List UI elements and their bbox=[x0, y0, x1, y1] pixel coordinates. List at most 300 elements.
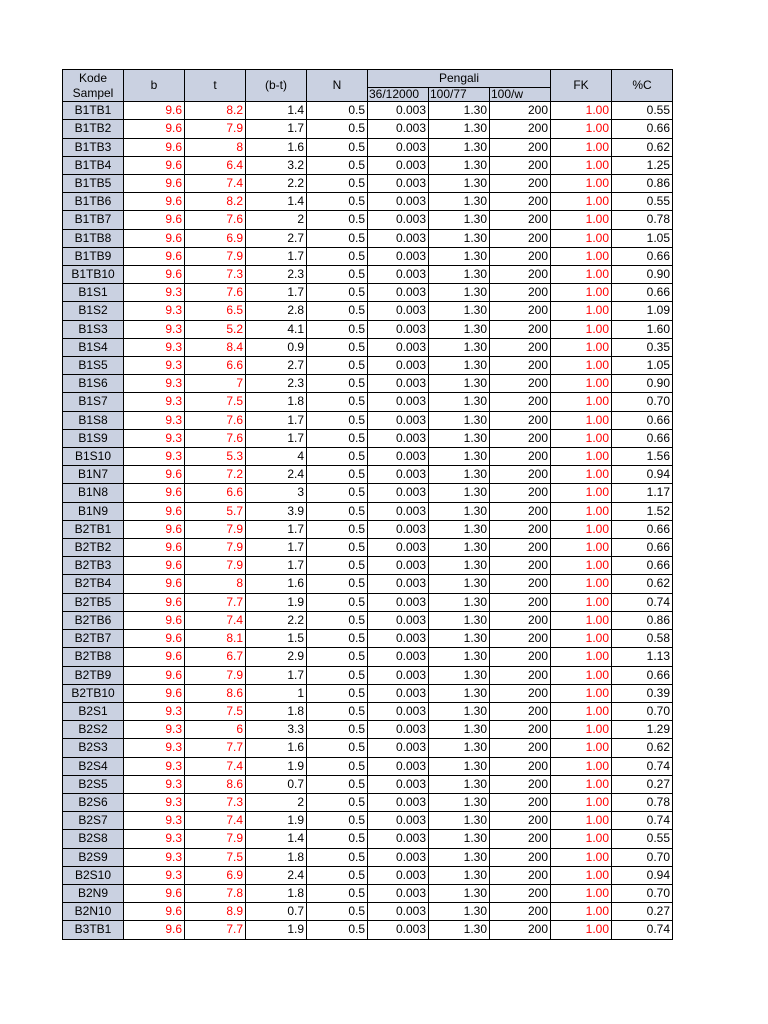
cell-fk[interactable]: 1.00 bbox=[551, 448, 612, 466]
cell-kode-sampel[interactable]: B2S5 bbox=[63, 775, 124, 793]
cell-pengali-100-77[interactable]: 1.30 bbox=[429, 138, 490, 156]
cell-percent-c[interactable]: 0.66 bbox=[612, 666, 673, 684]
cell-b[interactable]: 9.6 bbox=[124, 520, 185, 538]
cell-t[interactable]: 7.4 bbox=[185, 812, 246, 830]
cell-pengali-100-w[interactable]: 200 bbox=[490, 830, 551, 848]
cell-t[interactable]: 6.9 bbox=[185, 866, 246, 884]
cell-pengali-100-77[interactable]: 1.30 bbox=[429, 903, 490, 921]
cell-pengali-100-w[interactable]: 200 bbox=[490, 539, 551, 557]
cell-percent-c[interactable]: 0.70 bbox=[612, 884, 673, 902]
cell-fk[interactable]: 1.00 bbox=[551, 684, 612, 702]
cell-percent-c[interactable]: 1.09 bbox=[612, 302, 673, 320]
cell-kode-sampel[interactable]: B2TB5 bbox=[63, 593, 124, 611]
cell-kode-sampel[interactable]: B2TB2 bbox=[63, 539, 124, 557]
cell-pengali-100-w[interactable]: 200 bbox=[490, 684, 551, 702]
cell-t[interactable]: 6.5 bbox=[185, 302, 246, 320]
cell-fk[interactable]: 1.00 bbox=[551, 393, 612, 411]
cell-fk[interactable]: 1.00 bbox=[551, 466, 612, 484]
cell-fk[interactable]: 1.00 bbox=[551, 193, 612, 211]
cell-percent-c[interactable]: 0.86 bbox=[612, 611, 673, 629]
cell-n[interactable]: 0.5 bbox=[307, 539, 368, 557]
cell-pengali-100-77[interactable]: 1.30 bbox=[429, 648, 490, 666]
cell-fk[interactable]: 1.00 bbox=[551, 357, 612, 375]
cell-kode-sampel[interactable]: B2S8 bbox=[63, 830, 124, 848]
cell-b-minus-t[interactable]: 1.6 bbox=[246, 575, 307, 593]
cell-b[interactable]: 9.3 bbox=[124, 375, 185, 393]
header-b-minus-t[interactable]: (b-t) bbox=[246, 70, 307, 102]
cell-pengali-100-77[interactable]: 1.30 bbox=[429, 429, 490, 447]
cell-b-minus-t[interactable]: 1.4 bbox=[246, 830, 307, 848]
cell-b[interactable]: 9.6 bbox=[124, 611, 185, 629]
cell-pengali-100-w[interactable]: 200 bbox=[490, 884, 551, 902]
cell-b-minus-t[interactable]: 1.8 bbox=[246, 393, 307, 411]
cell-b-minus-t[interactable]: 2.7 bbox=[246, 357, 307, 375]
cell-pengali-100-w[interactable]: 200 bbox=[490, 156, 551, 174]
cell-b-minus-t[interactable]: 1.9 bbox=[246, 921, 307, 939]
cell-pengali-36-12000[interactable]: 0.003 bbox=[368, 466, 429, 484]
header-n[interactable]: N bbox=[307, 70, 368, 102]
cell-n[interactable]: 0.5 bbox=[307, 175, 368, 193]
cell-pengali-100-77[interactable]: 1.30 bbox=[429, 520, 490, 538]
cell-kode-sampel[interactable]: B2N9 bbox=[63, 884, 124, 902]
cell-pengali-36-12000[interactable]: 0.003 bbox=[368, 611, 429, 629]
cell-pengali-100-77[interactable]: 1.30 bbox=[429, 557, 490, 575]
cell-pengali-36-12000[interactable]: 0.003 bbox=[368, 284, 429, 302]
cell-pengali-100-77[interactable]: 1.30 bbox=[429, 921, 490, 939]
cell-b-minus-t[interactable]: 2.4 bbox=[246, 866, 307, 884]
cell-b-minus-t[interactable]: 1.7 bbox=[246, 666, 307, 684]
cell-fk[interactable]: 1.00 bbox=[551, 502, 612, 520]
cell-b[interactable]: 9.3 bbox=[124, 393, 185, 411]
cell-pengali-100-77[interactable]: 1.30 bbox=[429, 575, 490, 593]
cell-pengali-36-12000[interactable]: 0.003 bbox=[368, 539, 429, 557]
cell-kode-sampel[interactable]: B2S2 bbox=[63, 721, 124, 739]
cell-b[interactable]: 9.6 bbox=[124, 903, 185, 921]
cell-pengali-100-77[interactable]: 1.30 bbox=[429, 666, 490, 684]
cell-b-minus-t[interactable]: 1.8 bbox=[246, 702, 307, 720]
cell-pengali-36-12000[interactable]: 0.003 bbox=[368, 684, 429, 702]
cell-b[interactable]: 9.6 bbox=[124, 557, 185, 575]
cell-b-minus-t[interactable]: 2.7 bbox=[246, 229, 307, 247]
cell-percent-c[interactable]: 0.70 bbox=[612, 393, 673, 411]
cell-n[interactable]: 0.5 bbox=[307, 884, 368, 902]
cell-pengali-100-77[interactable]: 1.30 bbox=[429, 120, 490, 138]
cell-t[interactable]: 7.9 bbox=[185, 520, 246, 538]
cell-b[interactable]: 9.6 bbox=[124, 884, 185, 902]
cell-percent-c[interactable]: 0.94 bbox=[612, 866, 673, 884]
cell-n[interactable]: 0.5 bbox=[307, 775, 368, 793]
cell-percent-c[interactable]: 0.74 bbox=[612, 921, 673, 939]
cell-kode-sampel[interactable]: B2S4 bbox=[63, 757, 124, 775]
cell-b-minus-t[interactable]: 3 bbox=[246, 484, 307, 502]
cell-pengali-36-12000[interactable]: 0.003 bbox=[368, 702, 429, 720]
cell-kode-sampel[interactable]: B1TB7 bbox=[63, 211, 124, 229]
cell-percent-c[interactable]: 0.66 bbox=[612, 429, 673, 447]
cell-b-minus-t[interactable]: 1.7 bbox=[246, 539, 307, 557]
cell-pengali-36-12000[interactable]: 0.003 bbox=[368, 884, 429, 902]
cell-pengali-36-12000[interactable]: 0.003 bbox=[368, 211, 429, 229]
cell-n[interactable]: 0.5 bbox=[307, 138, 368, 156]
cell-n[interactable]: 0.5 bbox=[307, 357, 368, 375]
cell-n[interactable]: 0.5 bbox=[307, 429, 368, 447]
cell-pengali-36-12000[interactable]: 0.003 bbox=[368, 193, 429, 211]
cell-t[interactable]: 8.6 bbox=[185, 684, 246, 702]
cell-pengali-100-77[interactable]: 1.30 bbox=[429, 611, 490, 629]
cell-pengali-36-12000[interactable]: 0.003 bbox=[368, 793, 429, 811]
cell-n[interactable]: 0.5 bbox=[307, 302, 368, 320]
cell-t[interactable]: 7.6 bbox=[185, 284, 246, 302]
cell-b[interactable]: 9.6 bbox=[124, 120, 185, 138]
header-b[interactable]: b bbox=[124, 70, 185, 102]
cell-n[interactable]: 0.5 bbox=[307, 375, 368, 393]
cell-t[interactable]: 7.3 bbox=[185, 793, 246, 811]
cell-n[interactable]: 0.5 bbox=[307, 211, 368, 229]
cell-kode-sampel[interactable]: B2TB1 bbox=[63, 520, 124, 538]
cell-pengali-100-w[interactable]: 200 bbox=[490, 721, 551, 739]
cell-pengali-100-77[interactable]: 1.30 bbox=[429, 466, 490, 484]
cell-pengali-100-w[interactable]: 200 bbox=[490, 593, 551, 611]
cell-t[interactable]: 7.5 bbox=[185, 702, 246, 720]
cell-b[interactable]: 9.3 bbox=[124, 812, 185, 830]
cell-kode-sampel[interactable]: B2TB4 bbox=[63, 575, 124, 593]
cell-pengali-100-77[interactable]: 1.30 bbox=[429, 302, 490, 320]
cell-b[interactable]: 9.6 bbox=[124, 102, 185, 120]
cell-pengali-100-w[interactable]: 200 bbox=[490, 375, 551, 393]
cell-percent-c[interactable]: 0.90 bbox=[612, 375, 673, 393]
cell-pengali-36-12000[interactable]: 0.003 bbox=[368, 520, 429, 538]
cell-fk[interactable]: 1.00 bbox=[551, 611, 612, 629]
cell-pengali-36-12000[interactable]: 0.003 bbox=[368, 812, 429, 830]
cell-n[interactable]: 0.5 bbox=[307, 284, 368, 302]
cell-pengali-36-12000[interactable]: 0.003 bbox=[368, 775, 429, 793]
cell-percent-c[interactable]: 0.66 bbox=[612, 120, 673, 138]
cell-t[interactable]: 7.6 bbox=[185, 411, 246, 429]
cell-kode-sampel[interactable]: B1S6 bbox=[63, 375, 124, 393]
cell-n[interactable]: 0.5 bbox=[307, 812, 368, 830]
cell-kode-sampel[interactable]: B1N7 bbox=[63, 466, 124, 484]
cell-pengali-100-77[interactable]: 1.30 bbox=[429, 484, 490, 502]
header-t[interactable]: t bbox=[185, 70, 246, 102]
header-kode-sampel[interactable] bbox=[63, 70, 124, 102]
cell-t[interactable]: 5.7 bbox=[185, 502, 246, 520]
header-percent-c[interactable]: %C bbox=[612, 70, 673, 102]
cell-pengali-100-77[interactable]: 1.30 bbox=[429, 702, 490, 720]
cell-kode-sampel[interactable]: B1N9 bbox=[63, 502, 124, 520]
cell-pengali-100-77[interactable]: 1.30 bbox=[429, 338, 490, 356]
cell-t[interactable]: 7.2 bbox=[185, 466, 246, 484]
cell-fk[interactable]: 1.00 bbox=[551, 557, 612, 575]
cell-pengali-36-12000[interactable]: 0.003 bbox=[368, 247, 429, 265]
cell-fk[interactable]: 1.00 bbox=[551, 575, 612, 593]
cell-n[interactable]: 0.5 bbox=[307, 247, 368, 265]
cell-pengali-100-77[interactable]: 1.30 bbox=[429, 684, 490, 702]
cell-pengali-100-77[interactable]: 1.30 bbox=[429, 775, 490, 793]
cell-pengali-100-w[interactable]: 200 bbox=[490, 448, 551, 466]
cell-n[interactable]: 0.5 bbox=[307, 866, 368, 884]
cell-pengali-100-77[interactable]: 1.30 bbox=[429, 721, 490, 739]
cell-n[interactable]: 0.5 bbox=[307, 320, 368, 338]
cell-b[interactable]: 9.6 bbox=[124, 630, 185, 648]
cell-b[interactable]: 9.3 bbox=[124, 429, 185, 447]
cell-n[interactable]: 0.5 bbox=[307, 630, 368, 648]
cell-t[interactable]: 6.6 bbox=[185, 484, 246, 502]
cell-percent-c[interactable]: 0.66 bbox=[612, 247, 673, 265]
cell-t[interactable]: 8.9 bbox=[185, 903, 246, 921]
cell-b[interactable]: 9.3 bbox=[124, 757, 185, 775]
cell-percent-c[interactable]: 0.27 bbox=[612, 903, 673, 921]
cell-b[interactable]: 9.6 bbox=[124, 593, 185, 611]
cell-b[interactable]: 9.3 bbox=[124, 739, 185, 757]
cell-pengali-36-12000[interactable]: 0.003 bbox=[368, 156, 429, 174]
cell-pengali-36-12000[interactable]: 0.003 bbox=[368, 375, 429, 393]
cell-percent-c[interactable]: 0.27 bbox=[612, 775, 673, 793]
cell-fk[interactable]: 1.00 bbox=[551, 903, 612, 921]
cell-pengali-100-77[interactable]: 1.30 bbox=[429, 266, 490, 284]
cell-n[interactable]: 0.5 bbox=[307, 156, 368, 174]
cell-n[interactable]: 0.5 bbox=[307, 793, 368, 811]
cell-pengali-36-12000[interactable]: 0.003 bbox=[368, 138, 429, 156]
cell-t[interactable]: 8.2 bbox=[185, 193, 246, 211]
cell-pengali-100-77[interactable]: 1.30 bbox=[429, 830, 490, 848]
cell-b[interactable]: 9.3 bbox=[124, 320, 185, 338]
cell-pengali-100-w[interactable]: 200 bbox=[490, 266, 551, 284]
cell-kode-sampel[interactable]: B1S9 bbox=[63, 429, 124, 447]
cell-pengali-100-77[interactable]: 1.30 bbox=[429, 229, 490, 247]
cell-pengali-36-12000[interactable]: 0.003 bbox=[368, 593, 429, 611]
cell-n[interactable]: 0.5 bbox=[307, 411, 368, 429]
cell-kode-sampel[interactable]: B2N10 bbox=[63, 903, 124, 921]
cell-n[interactable]: 0.5 bbox=[307, 648, 368, 666]
cell-pengali-36-12000[interactable]: 0.003 bbox=[368, 830, 429, 848]
cell-pengali-100-w[interactable]: 200 bbox=[490, 921, 551, 939]
cell-n[interactable]: 0.5 bbox=[307, 229, 368, 247]
cell-pengali-100-w[interactable]: 200 bbox=[490, 757, 551, 775]
cell-percent-c[interactable]: 0.78 bbox=[612, 211, 673, 229]
cell-kode-sampel[interactable]: B1S10 bbox=[63, 448, 124, 466]
cell-pengali-100-w[interactable]: 200 bbox=[490, 793, 551, 811]
cell-n[interactable]: 0.5 bbox=[307, 338, 368, 356]
cell-pengali-100-w[interactable]: 200 bbox=[490, 702, 551, 720]
cell-b-minus-t[interactable]: 2.4 bbox=[246, 466, 307, 484]
cell-pengali-100-w[interactable]: 200 bbox=[490, 393, 551, 411]
cell-fk[interactable]: 1.00 bbox=[551, 338, 612, 356]
cell-n[interactable]: 0.5 bbox=[307, 739, 368, 757]
cell-pengali-100-w[interactable]: 200 bbox=[490, 520, 551, 538]
cell-n[interactable]: 0.5 bbox=[307, 102, 368, 120]
cell-b[interactable]: 9.6 bbox=[124, 684, 185, 702]
cell-t[interactable]: 6.6 bbox=[185, 357, 246, 375]
cell-b-minus-t[interactable]: 1.7 bbox=[246, 520, 307, 538]
cell-n[interactable]: 0.5 bbox=[307, 593, 368, 611]
cell-t[interactable]: 6.9 bbox=[185, 229, 246, 247]
cell-kode-sampel[interactable]: B1TB2 bbox=[63, 120, 124, 138]
cell-kode-sampel[interactable]: B1TB4 bbox=[63, 156, 124, 174]
cell-percent-c[interactable]: 0.55 bbox=[612, 102, 673, 120]
cell-pengali-100-77[interactable]: 1.30 bbox=[429, 539, 490, 557]
cell-fk[interactable]: 1.00 bbox=[551, 211, 612, 229]
cell-pengali-100-77[interactable]: 1.30 bbox=[429, 211, 490, 229]
cell-pengali-36-12000[interactable]: 0.003 bbox=[368, 102, 429, 120]
cell-pengali-100-w[interactable]: 200 bbox=[490, 866, 551, 884]
cell-percent-c[interactable]: 0.62 bbox=[612, 739, 673, 757]
cell-percent-c[interactable]: 0.62 bbox=[612, 138, 673, 156]
cell-b-minus-t[interactable]: 1.7 bbox=[246, 557, 307, 575]
cell-b[interactable]: 9.6 bbox=[124, 175, 185, 193]
cell-kode-sampel[interactable]: B2S10 bbox=[63, 866, 124, 884]
cell-fk[interactable]: 1.00 bbox=[551, 757, 612, 775]
cell-pengali-100-w[interactable]: 200 bbox=[490, 611, 551, 629]
cell-n[interactable]: 0.5 bbox=[307, 702, 368, 720]
cell-pengali-36-12000[interactable]: 0.003 bbox=[368, 448, 429, 466]
cell-n[interactable]: 0.5 bbox=[307, 502, 368, 520]
cell-n[interactable]: 0.5 bbox=[307, 611, 368, 629]
cell-pengali-100-w[interactable]: 200 bbox=[490, 466, 551, 484]
cell-t[interactable]: 7.7 bbox=[185, 739, 246, 757]
cell-pengali-100-w[interactable]: 200 bbox=[490, 247, 551, 265]
cell-fk[interactable]: 1.00 bbox=[551, 666, 612, 684]
cell-pengali-100-w[interactable]: 200 bbox=[490, 557, 551, 575]
cell-n[interactable]: 0.5 bbox=[307, 666, 368, 684]
cell-n[interactable]: 0.5 bbox=[307, 484, 368, 502]
cell-n[interactable]: 0.5 bbox=[307, 120, 368, 138]
cell-kode-sampel[interactable]: B1S4 bbox=[63, 338, 124, 356]
cell-b[interactable]: 9.6 bbox=[124, 575, 185, 593]
cell-percent-c[interactable]: 0.66 bbox=[612, 539, 673, 557]
cell-b-minus-t[interactable]: 3.2 bbox=[246, 156, 307, 174]
cell-n[interactable]: 0.5 bbox=[307, 575, 368, 593]
cell-b-minus-t[interactable]: 2 bbox=[246, 211, 307, 229]
cell-b[interactable]: 9.6 bbox=[124, 138, 185, 156]
header-pengali[interactable]: Pengali bbox=[368, 70, 551, 88]
cell-fk[interactable]: 1.00 bbox=[551, 775, 612, 793]
cell-fk[interactable]: 1.00 bbox=[551, 138, 612, 156]
cell-pengali-100-77[interactable]: 1.30 bbox=[429, 848, 490, 866]
cell-pengali-36-12000[interactable]: 0.003 bbox=[368, 411, 429, 429]
cell-pengali-100-w[interactable]: 200 bbox=[490, 575, 551, 593]
cell-pengali-36-12000[interactable]: 0.003 bbox=[368, 903, 429, 921]
cell-percent-c[interactable]: 0.62 bbox=[612, 575, 673, 593]
cell-b-minus-t[interactable]: 2.2 bbox=[246, 611, 307, 629]
cell-pengali-100-w[interactable]: 200 bbox=[490, 120, 551, 138]
cell-pengali-36-12000[interactable]: 0.003 bbox=[368, 120, 429, 138]
cell-t[interactable]: 7.7 bbox=[185, 593, 246, 611]
cell-pengali-100-w[interactable]: 200 bbox=[490, 302, 551, 320]
cell-t[interactable]: 7.3 bbox=[185, 266, 246, 284]
cell-fk[interactable]: 1.00 bbox=[551, 302, 612, 320]
cell-fk[interactable]: 1.00 bbox=[551, 848, 612, 866]
cell-percent-c[interactable]: 0.66 bbox=[612, 411, 673, 429]
cell-t[interactable]: 7.7 bbox=[185, 921, 246, 939]
cell-t[interactable]: 8.1 bbox=[185, 630, 246, 648]
cell-b[interactable]: 9.3 bbox=[124, 830, 185, 848]
cell-pengali-36-12000[interactable]: 0.003 bbox=[368, 175, 429, 193]
cell-pengali-36-12000[interactable]: 0.003 bbox=[368, 575, 429, 593]
cell-n[interactable]: 0.5 bbox=[307, 193, 368, 211]
cell-pengali-100-w[interactable]: 200 bbox=[490, 138, 551, 156]
cell-pengali-100-77[interactable]: 1.30 bbox=[429, 320, 490, 338]
cell-pengali-100-77[interactable]: 1.30 bbox=[429, 502, 490, 520]
cell-kode-sampel[interactable]: B2TB9 bbox=[63, 666, 124, 684]
cell-pengali-100-w[interactable]: 200 bbox=[490, 502, 551, 520]
cell-b-minus-t[interactable]: 0.7 bbox=[246, 775, 307, 793]
cell-kode-sampel[interactable]: B2S3 bbox=[63, 739, 124, 757]
cell-fk[interactable]: 1.00 bbox=[551, 721, 612, 739]
cell-fk[interactable]: 1.00 bbox=[551, 120, 612, 138]
cell-pengali-100-w[interactable]: 200 bbox=[490, 812, 551, 830]
cell-n[interactable]: 0.5 bbox=[307, 393, 368, 411]
cell-t[interactable]: 7.9 bbox=[185, 557, 246, 575]
cell-kode-sampel[interactable]: B1S1 bbox=[63, 284, 124, 302]
cell-n[interactable]: 0.5 bbox=[307, 903, 368, 921]
header-pengali-sub-3[interactable]: 100/w bbox=[490, 88, 551, 102]
cell-n[interactable]: 0.5 bbox=[307, 921, 368, 939]
cell-t[interactable]: 7.8 bbox=[185, 884, 246, 902]
cell-percent-c[interactable]: 0.70 bbox=[612, 848, 673, 866]
cell-pengali-36-12000[interactable]: 0.003 bbox=[368, 229, 429, 247]
cell-percent-c[interactable]: 0.70 bbox=[612, 702, 673, 720]
cell-kode-sampel[interactable]: B1TB9 bbox=[63, 247, 124, 265]
cell-kode-sampel[interactable]: B1TB5 bbox=[63, 175, 124, 193]
cell-kode-sampel[interactable]: B2TB6 bbox=[63, 611, 124, 629]
cell-b-minus-t[interactable]: 0.7 bbox=[246, 903, 307, 921]
cell-pengali-100-w[interactable]: 200 bbox=[490, 666, 551, 684]
cell-kode-sampel[interactable]: B2TB3 bbox=[63, 557, 124, 575]
cell-percent-c[interactable]: 1.56 bbox=[612, 448, 673, 466]
cell-t[interactable]: 8 bbox=[185, 138, 246, 156]
cell-percent-c[interactable]: 0.78 bbox=[612, 793, 673, 811]
cell-kode-sampel[interactable]: B1N8 bbox=[63, 484, 124, 502]
cell-b[interactable]: 9.6 bbox=[124, 484, 185, 502]
cell-t[interactable]: 7.4 bbox=[185, 757, 246, 775]
cell-pengali-36-12000[interactable]: 0.003 bbox=[368, 266, 429, 284]
cell-fk[interactable]: 1.00 bbox=[551, 156, 612, 174]
cell-t[interactable]: 8.6 bbox=[185, 775, 246, 793]
cell-t[interactable]: 8.2 bbox=[185, 102, 246, 120]
cell-pengali-100-w[interactable]: 200 bbox=[490, 175, 551, 193]
cell-pengali-36-12000[interactable]: 0.003 bbox=[368, 757, 429, 775]
cell-kode-sampel[interactable]: B1TB3 bbox=[63, 138, 124, 156]
cell-t[interactable]: 6 bbox=[185, 721, 246, 739]
cell-pengali-36-12000[interactable]: 0.003 bbox=[368, 557, 429, 575]
cell-b[interactable]: 9.6 bbox=[124, 247, 185, 265]
cell-b[interactable]: 9.3 bbox=[124, 338, 185, 356]
cell-pengali-100-77[interactable]: 1.30 bbox=[429, 357, 490, 375]
cell-percent-c[interactable]: 1.05 bbox=[612, 229, 673, 247]
cell-b-minus-t[interactable]: 0.9 bbox=[246, 338, 307, 356]
cell-b-minus-t[interactable]: 1.4 bbox=[246, 102, 307, 120]
cell-percent-c[interactable]: 1.25 bbox=[612, 156, 673, 174]
cell-t[interactable]: 7.6 bbox=[185, 429, 246, 447]
cell-kode-sampel[interactable]: B2S7 bbox=[63, 812, 124, 830]
cell-fk[interactable]: 1.00 bbox=[551, 630, 612, 648]
cell-b[interactable]: 9.6 bbox=[124, 156, 185, 174]
cell-percent-c[interactable]: 1.17 bbox=[612, 484, 673, 502]
cell-b-minus-t[interactable]: 2.2 bbox=[246, 175, 307, 193]
cell-b-minus-t[interactable]: 1.6 bbox=[246, 739, 307, 757]
cell-fk[interactable]: 1.00 bbox=[551, 375, 612, 393]
cell-percent-c[interactable]: 1.29 bbox=[612, 721, 673, 739]
cell-pengali-100-77[interactable]: 1.30 bbox=[429, 812, 490, 830]
cell-t[interactable]: 7.9 bbox=[185, 247, 246, 265]
cell-pengali-100-w[interactable]: 200 bbox=[490, 338, 551, 356]
cell-b-minus-t[interactable]: 1.9 bbox=[246, 757, 307, 775]
cell-percent-c[interactable]: 1.60 bbox=[612, 320, 673, 338]
cell-b[interactable]: 9.6 bbox=[124, 229, 185, 247]
cell-pengali-36-12000[interactable]: 0.003 bbox=[368, 866, 429, 884]
cell-t[interactable]: 8.4 bbox=[185, 338, 246, 356]
cell-kode-sampel[interactable]: B2TB8 bbox=[63, 648, 124, 666]
cell-b-minus-t[interactable]: 2 bbox=[246, 793, 307, 811]
